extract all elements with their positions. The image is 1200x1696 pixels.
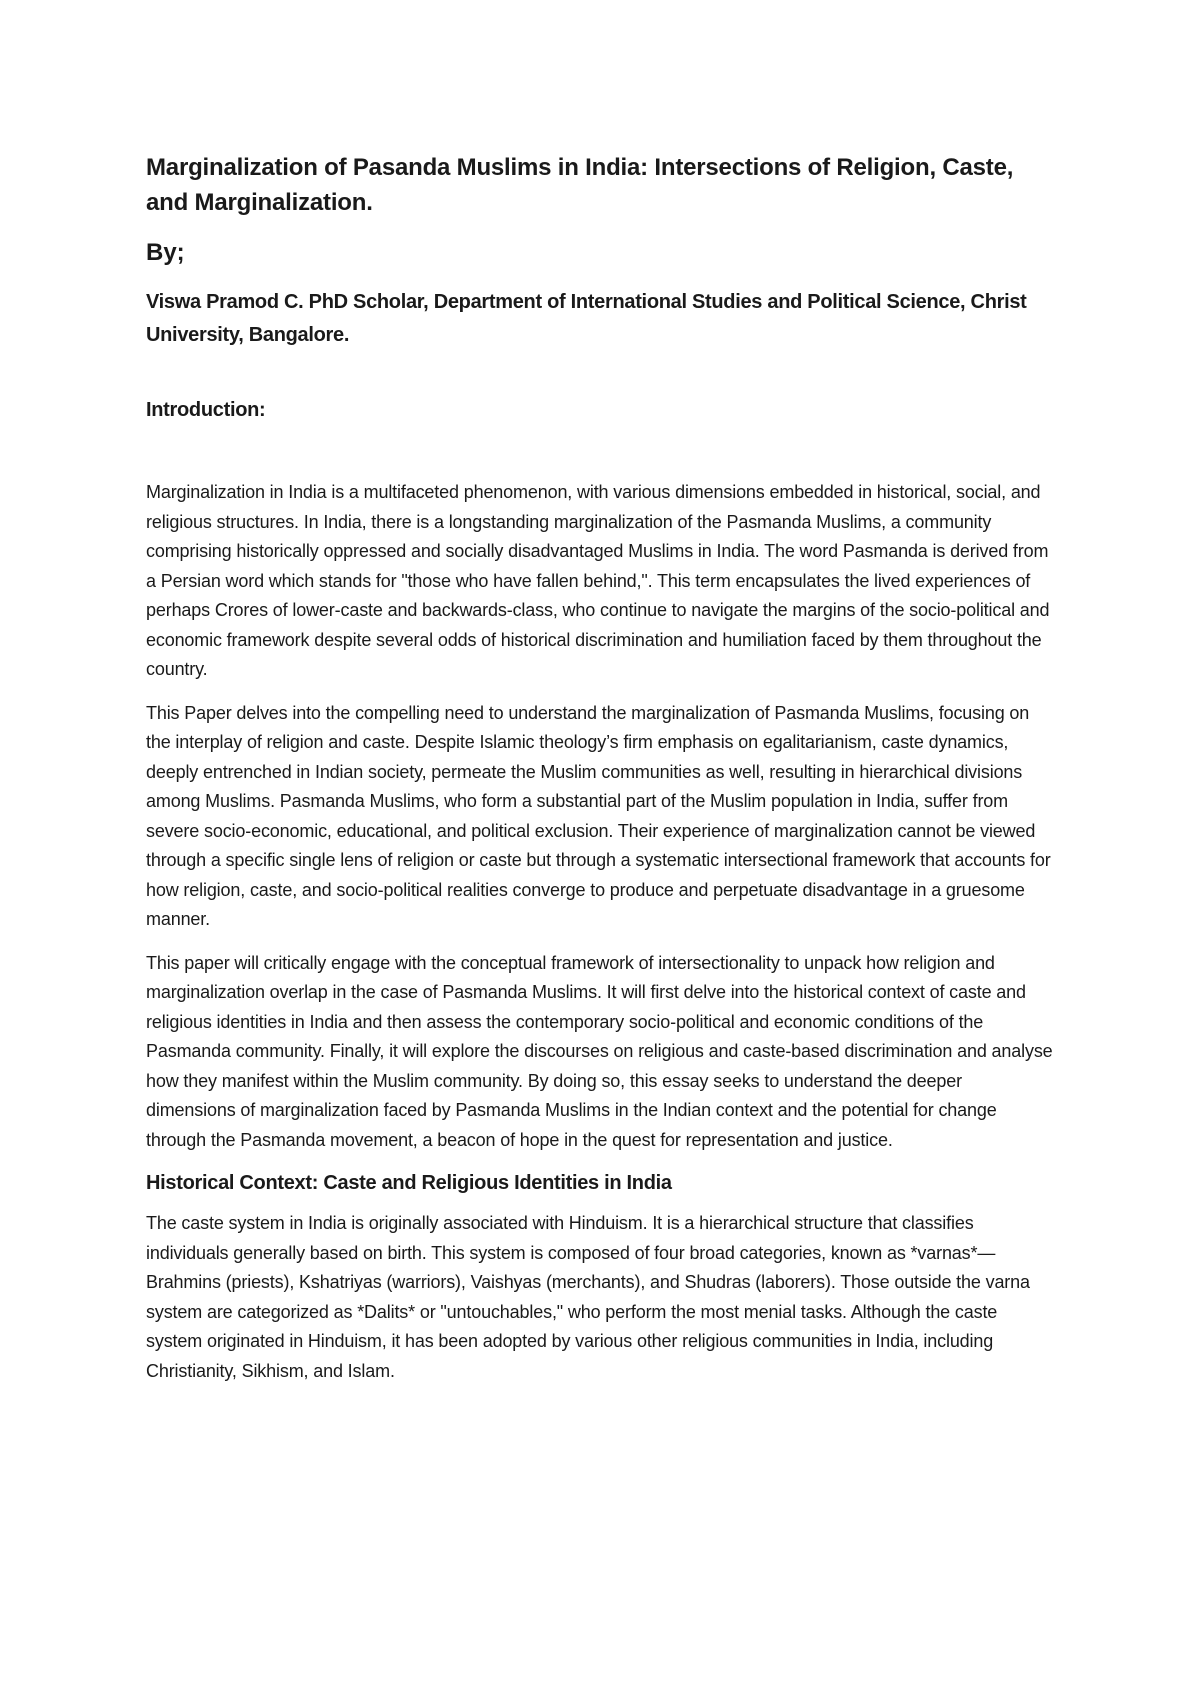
byline-label: By; bbox=[146, 239, 185, 266]
paragraph: The caste system in India is originally associated with Hinduism. It is a hierarchical structure that classifies individuals generally based on birth. This system is composed of four broad categories, known as *varnas*—Brahmins (priests), Kshatriyas (warriors), Vaishyas (merchants), and Shudras (laborers). Those outside the varna system are categorized as *Dalits* or "untouchables," who perform the most menial tasks. Although the caste system originated in Hinduism, it has been adopted by various other religious communities in India, including Christianity, Sikhism, and Islam. bbox=[146, 1213, 1030, 1381]
paragraph: This paper will critically engage with the conceptual framework of intersectionality to unpack how religion and marginalization overlap in the case of Pasmanda Muslims. It will first delve into the historical context of caste and religious identities in India and then assess the contemporary socio-political and economic conditions of the Pasmanda community. Finally, it will explore the discourses on religious and caste-based discrimination and analyse how they manifest within the Muslim community. By doing so, this essay seeks to understand the deeper dimensions of marginalization faced by Pasmanda Muslims in the Indian context and the potential for change through the Pasmanda movement, a beacon of hope in the quest for representation and justice. bbox=[146, 952, 1053, 1150]
paragraph: Marginalization in India is a multifaceted phenomenon, with various dimensions embedded in historical, social, and religious structures. In India, there is a longstanding marginalization of the Pasmanda Muslims, a community comprising historically oppressed and socially disadvantaged Muslims in India. The word Pasmanda is derived from a Persian word which stands for "those who have fallen behind,". This term encapsulates the lived experiences of perhaps Crores of lower-caste and backwards-class, who continue to navigate the margins of the socio-political and economic framework despite several odds of historical discrimination and humiliation faced by them throughout the country. bbox=[146, 482, 1050, 679]
document-body bbox=[146, 150, 1056, 1400]
section-introduction bbox=[146, 396, 1056, 1155]
section-heading: Historical Context: Caste and Religious Identities in India bbox=[146, 1172, 672, 1194]
section-heading: Introduction: bbox=[146, 399, 266, 421]
document-title: Marginalization of Pasanda Muslims in India: Intersections of Religion, Caste, and Marginalization. bbox=[146, 154, 1014, 216]
paragraph: This Paper delves into the compelling need to understand the marginalization of Pasmanda Muslims, focusing on the interplay of religion and caste. Despite Islamic theology’s firm emphasis on egalitarianism, caste dynamics, deeply entrenched in Indian society, permeate the Muslim communities as well, resulting in hierarchical divisions among Muslims. Pasmanda Muslims, who form a substantial part of the Muslim population in India, suffer from severe socio-economic, educational, and political exclusion. Their experience of marginalization cannot be viewed through a specific single lens of religion or caste but through a systematic intersectional framework that accounts for how religion, caste, and socio-political realities converge to produce and perpetuate disadvantage in a gruesome manner. bbox=[146, 702, 1051, 929]
section-historical-context bbox=[146, 1169, 1056, 1386]
author-affiliation: Viswa Pramod C. PhD Scholar, Department of International Studies and Political Science, Christ University, Bangalore. bbox=[146, 291, 1027, 346]
